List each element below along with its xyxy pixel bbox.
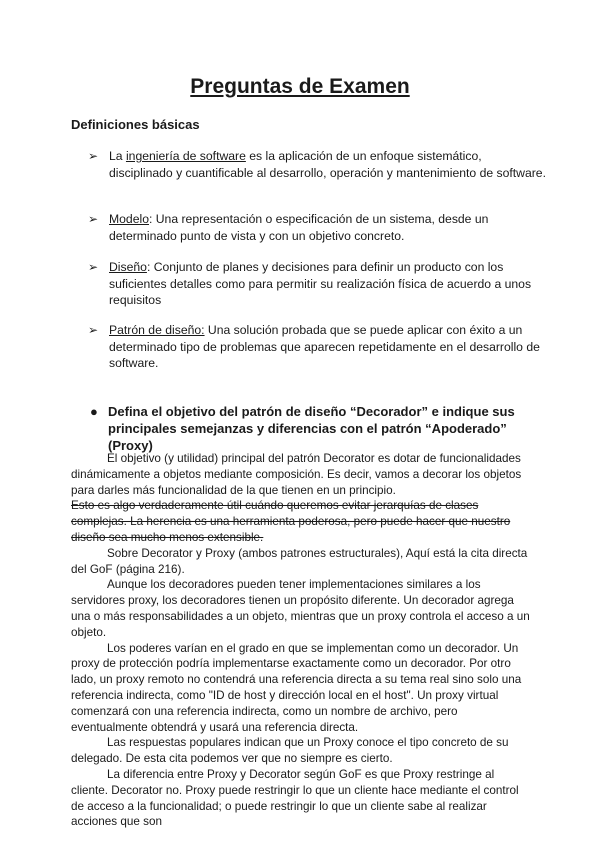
answer-paragraph: Las respuestas populares indican que un Proxy conoce el tipo concreto de su delegado. De esta cita podemos ver que no siempre es cierto. xyxy=(71,736,509,766)
definition-term: Modelo xyxy=(109,212,149,226)
answer-body xyxy=(71,451,531,830)
exam-question xyxy=(90,403,550,454)
definition-item xyxy=(88,148,548,181)
page-title: Preguntas de Examen xyxy=(190,75,410,98)
answer-paragraph: Sobre Decorator y Proxy (ambos patrones estructurales), Aquí está la cita directa del GoF (página 216). xyxy=(71,546,528,576)
definition-body: Una solución probada que se puede aplicar con éxito a un determinado tipo de problemas que aparecen repetidamente en el desarrollo de software. xyxy=(109,323,540,371)
definition-item xyxy=(88,259,548,309)
dot-bullet-icon: ● xyxy=(90,404,98,419)
definition-pre: La xyxy=(109,149,126,163)
definition-body: es la aplicación de un enfoque sistemático, disciplinado y cuantificable al desarrollo, operación y mantenimiento de software. xyxy=(109,149,546,180)
question-text: Defina el objetivo del patrón de diseño “Decorador” e indique sus principales semejanzas y diferencias con el patrón “Apoderado” (Proxy) xyxy=(108,404,515,453)
arrow-bullet-icon: ➢ xyxy=(88,323,99,337)
section-heading: Definiciones básicas xyxy=(71,117,200,132)
definition-text xyxy=(109,322,548,372)
definition-text xyxy=(109,259,548,309)
struck-paragraph: Esto es algo verdaderamente útil cuándo queremos evitar jerarquías de clases complejas. La herencia es una herramienta poderosa, pero puede hacer que nuestro diseño sea mucho menos extensible. xyxy=(71,499,511,544)
definition-body: : Conjunto de planes y decisiones para definir un producto con los suficientes detalles como para permitir su realización física de acuerdo a unos requisitos xyxy=(109,260,532,308)
arrow-bullet-icon: ➢ xyxy=(88,260,99,274)
definition-text xyxy=(109,148,548,181)
answer-paragraph: La diferencia entre Proxy y Decorator según GoF es que Proxy restringe al cliente. Decorator no. Proxy puede restringir lo que un cliente hace mediante el control de acceso a la funcionalidad; o puede restringir lo que un cliente sabe al realizar acciones que son xyxy=(71,767,519,829)
answer-paragraph: Los poderes varían en el grado en que se implementan como un decorador. Un proxy de protección podría implementarse exactamente como un decorador. Por otro lado, un proxy remoto no contendrá una referencia directa a su tema real sino solo una referencia indirecta, como "ID de host y dirección local en el host". Un proxy virtual comenzará con una referencia indirecta, como un nombre de archivo, pero eventualmente obtendrá y usará una referencia directa. xyxy=(71,641,522,734)
arrow-bullet-icon: ➢ xyxy=(88,212,99,226)
arrow-bullet-icon: ➢ xyxy=(88,149,99,163)
answer-paragraph: Aunque los decoradores pueden tener implementaciones similares a los servidores proxy, los decoradores tienen un propósito diferente. Un decorador agrega una o más responsabilidades a un objeto, mientras que un proxy controla el acceso a un objeto. xyxy=(71,578,530,639)
definition-item xyxy=(88,211,548,244)
definition-item xyxy=(88,322,548,372)
definition-body: : Una representación o especificación de un sistema, desde un determinado punto de vista y con un objetivo concreto. xyxy=(109,212,489,243)
definition-term: ingeniería de software xyxy=(125,149,246,163)
answer-paragraph: El objetivo (y utilidad) principal del patrón Decorator es dotar de funcionalidades dinámicamente a objetos mediante composición. Es decir, vamos a decorar los objetos para darles más funcionalidad de la que tienen en un principio. xyxy=(71,452,522,497)
definition-term: Patrón de diseño: xyxy=(109,323,205,337)
definition-term: Diseño xyxy=(109,260,147,274)
definition-text xyxy=(109,211,548,244)
